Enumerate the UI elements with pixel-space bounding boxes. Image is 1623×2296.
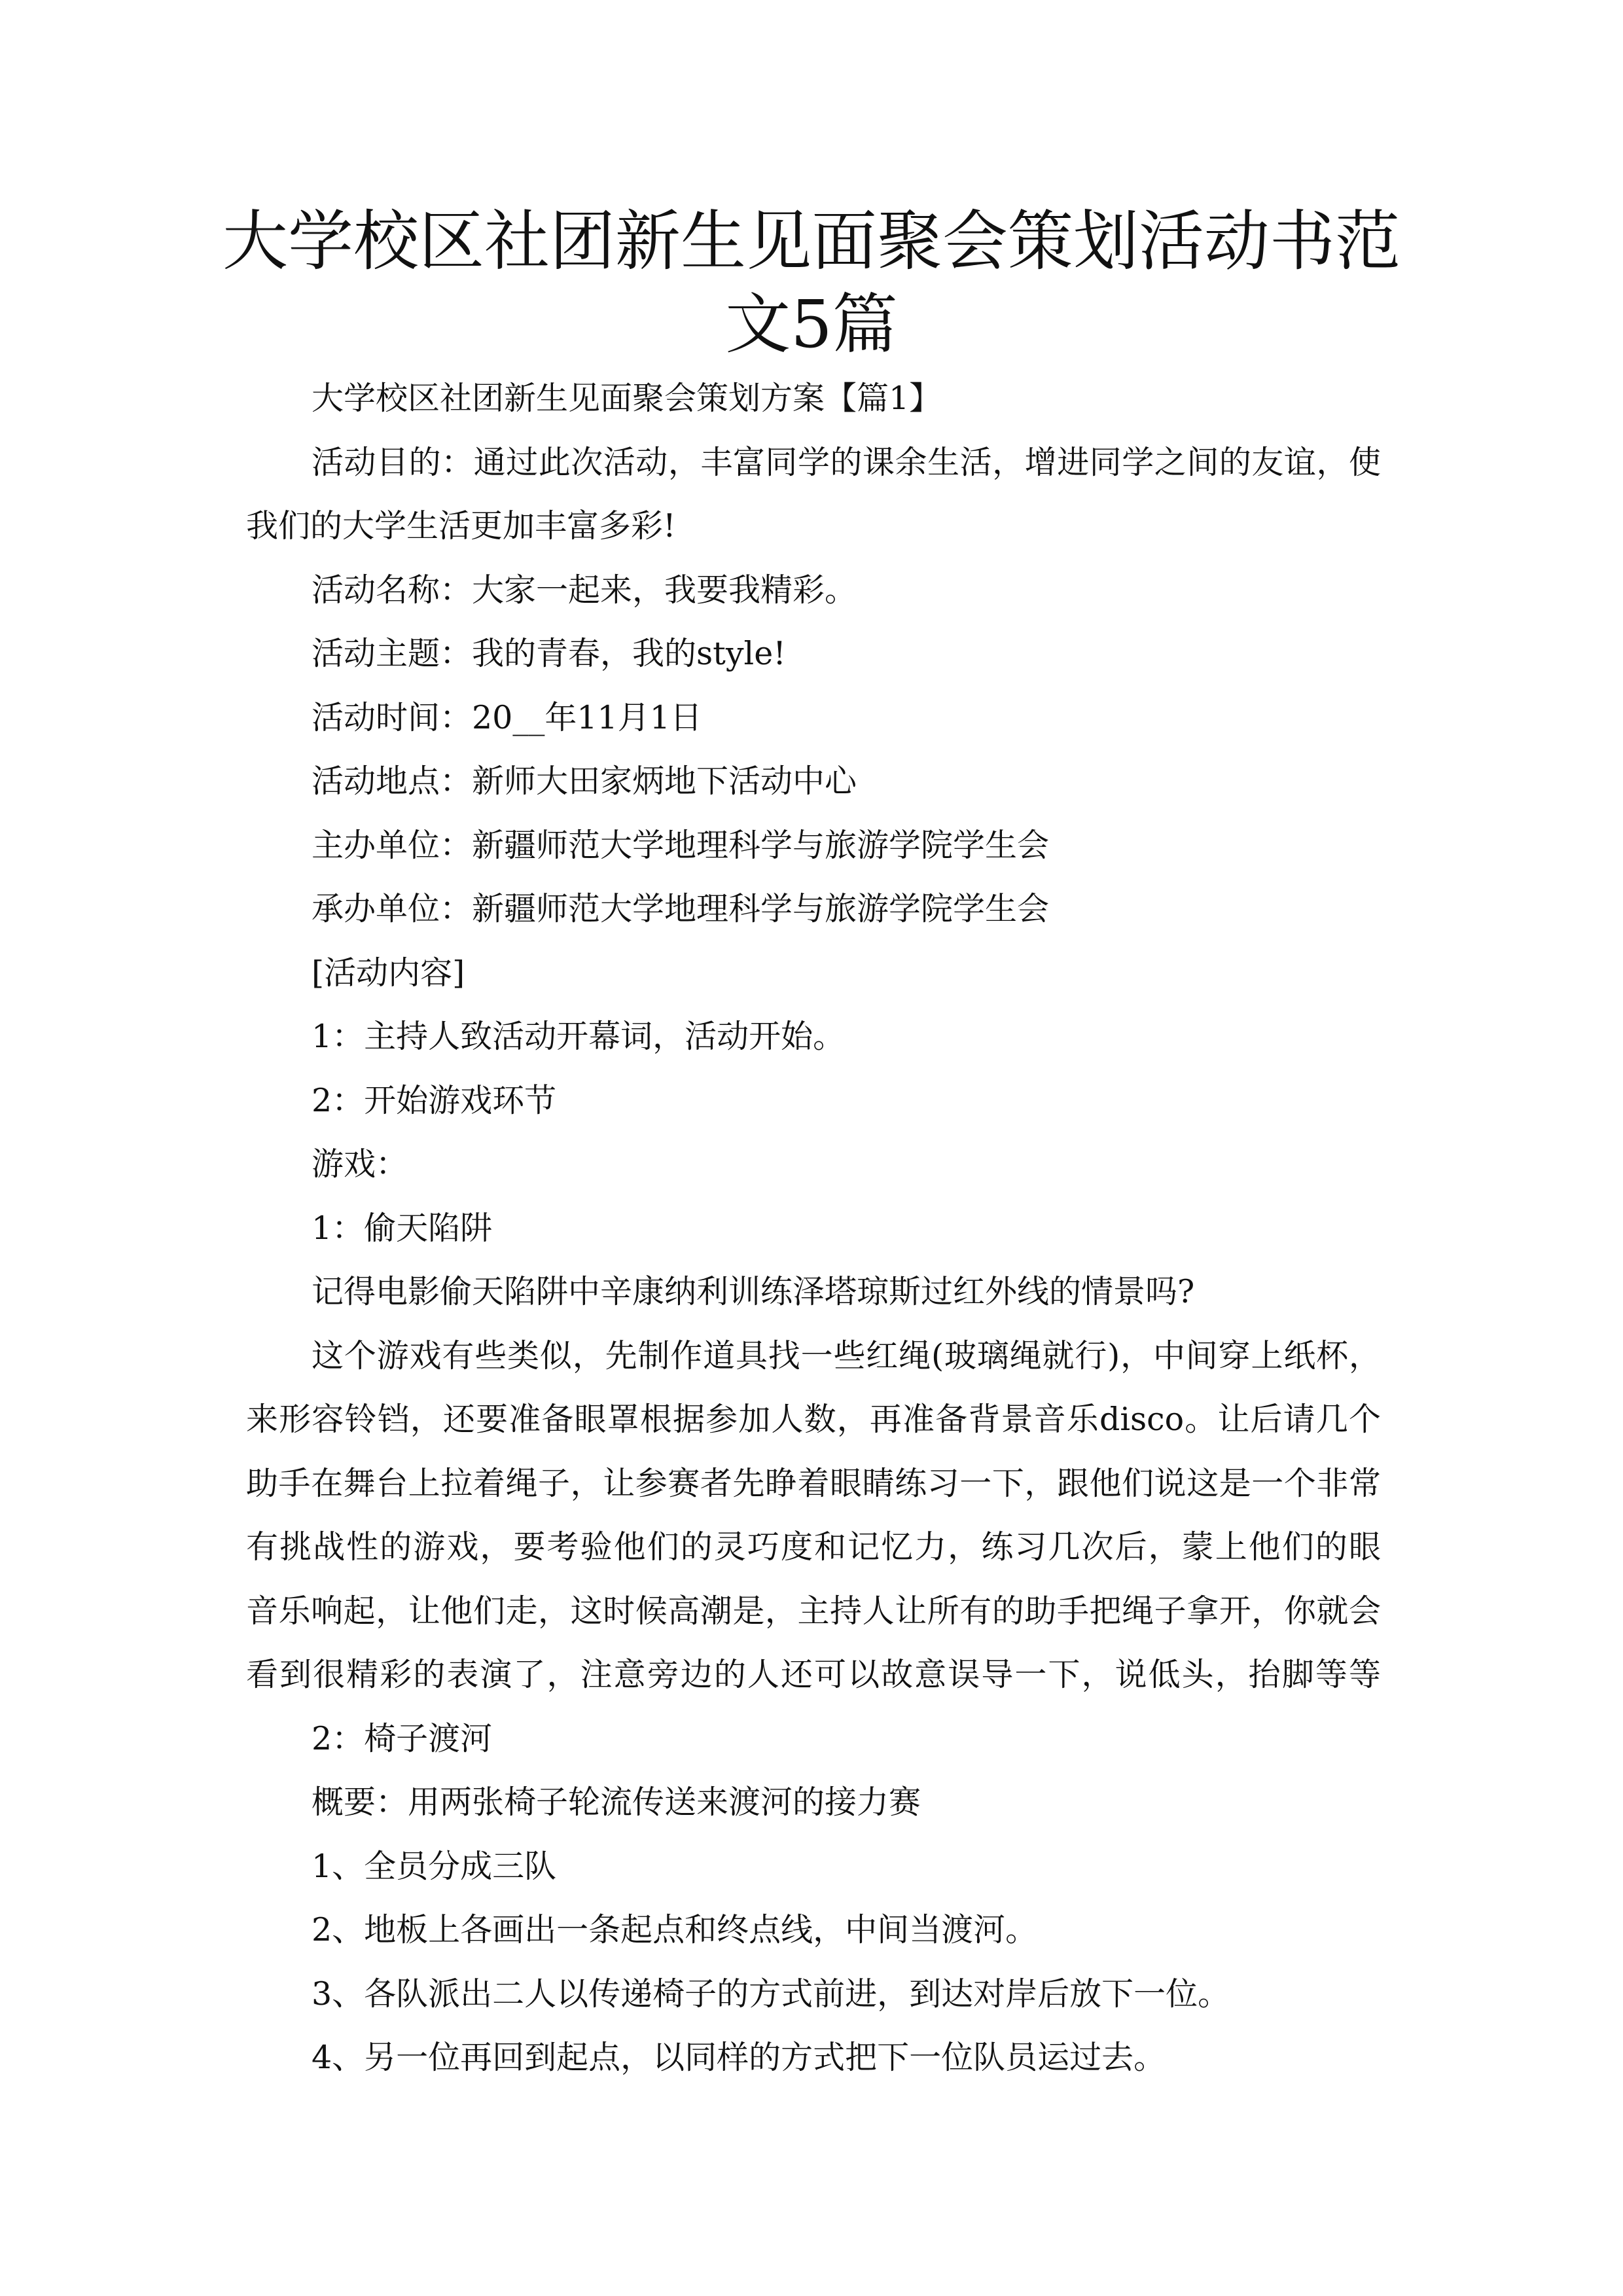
text-line: 承办单位：新疆师范大学地理科学与旅游学院学生会 — [312, 890, 1050, 927]
text-line: 3、各队派出二人以传递椅子的方式前进，到达对岸后放下一位。 — [312, 1975, 1230, 2013]
text-line: 游戏： — [312, 1145, 408, 1183]
text-line: 这个游戏有些类似，先制作道具找一些红绳(玻璃绳就行)，中间穿上纸杯， — [312, 1336, 1381, 1374]
text-line: 1：主持人致活动开幕词，活动开始。 — [312, 1018, 846, 1055]
document-body — [246, 367, 1381, 2090]
text-line: [活动内容] — [312, 954, 465, 992]
text-line: 活动时间：20__年11月1日 — [312, 698, 702, 736]
text-line: 2、地板上各画出一条起点和终点线，中间当渡河。 — [312, 1911, 1038, 1948]
document-title-line-1: 大学校区社团新生见面聚会策划活动书范 — [223, 203, 1400, 279]
text-line: 4、另一位再回到起点，以同样的方式把下一位队员运过去。 — [312, 2039, 1166, 2076]
text-line: 1、全员分成三队 — [312, 1847, 557, 1885]
text-line: 活动地点：新师大田家炳地下活动中心 — [312, 762, 857, 800]
text-line: 看到很精彩的表演了，注意旁边的人还可以故意误导一下，说低头，抬脚等等 — [246, 1656, 1381, 1693]
text-line: 2：开始游戏环节 — [312, 1081, 557, 1119]
document-title-line-2: 文5篇 — [725, 286, 898, 363]
text-line: 我们的大学生活更加丰富多彩! — [246, 507, 676, 545]
text-line: 活动目的：通过此次活动，丰富同学的课余生活，增进同学之间的友谊，使 — [312, 443, 1381, 481]
text-line: 概要：用两张椅子轮流传送来渡河的接力赛 — [312, 1784, 921, 1821]
text-line: 音乐响起，让他们走，这时候高潮是，主持人让所有的助手把绳子拿开，你就会 — [246, 1592, 1381, 1630]
text-line: 记得电影偷天陷阱中辛康纳利训练泽塔琼斯过红外线的情景吗? — [312, 1273, 1195, 1310]
text-line: 大学校区社团新生见面聚会策划方案【篇1】 — [312, 380, 942, 417]
text-line: 助手在舞台上拉着绳子，让参赛者先睁着眼睛练习一下，跟他们说这是一个非常 — [246, 1464, 1381, 1502]
text-line: 2：椅子渡河 — [312, 1719, 493, 1757]
text-line: 来形容铃铛，还要准备眼罩根据参加人数，再准备背景音乐disco。让后请几个 — [246, 1401, 1381, 1438]
text-line: 主办单位：新疆师范大学地理科学与旅游学院学生会 — [312, 826, 1050, 864]
text-line: 活动主题：我的青春，我的style! — [312, 635, 786, 672]
text-line: 有挑战性的游戏，要考验他们的灵巧度和记忆力，练习几次后，蒙上他们的眼 — [246, 1528, 1381, 1566]
text-line: 活动名称：大家一起来，我要我精彩。 — [312, 571, 857, 609]
text-line: 1：偷天陷阱 — [312, 1209, 493, 1247]
